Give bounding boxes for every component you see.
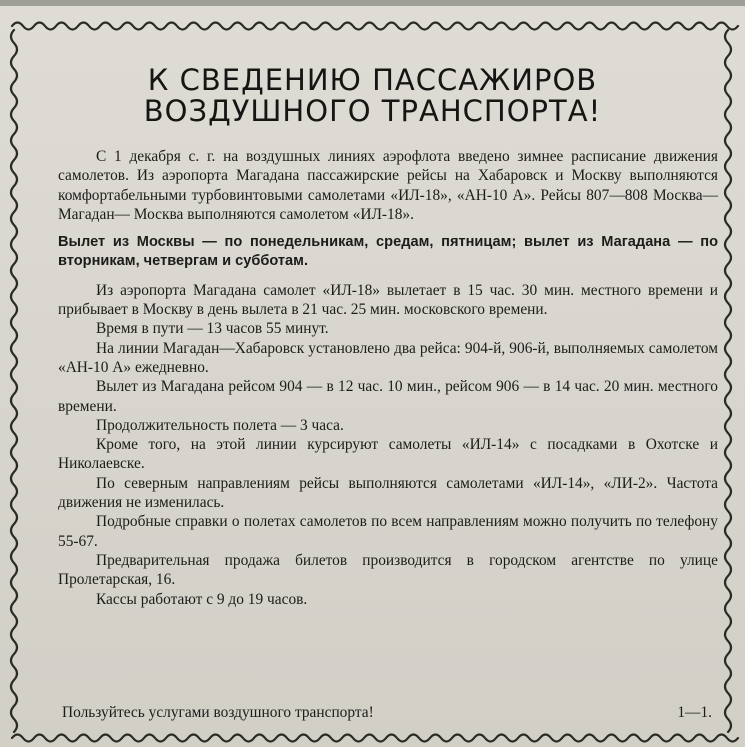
- paragraph-northern-routes: По северным направлениям рейсы выполняются самолетами «ИЛ-14», «ЛИ-2». Частота движения не изменилась.: [58, 474, 718, 512]
- paragraph-schedule-intro: С 1 декабря с. г. на воздушных линиях аэрофлота введено зимнее расписание движения самолетов. Из аэропорта Магадана пассажирские рейсы на Хабаровск и Москву выполняются комфортабельными турбовинтовыми самолетами «ИЛ-18», «АН-10 А». Рейсы 807—808 Москва—Магадан— Москва выполняются самолетом «ИЛ-18».: [58, 148, 718, 223]
- paragraph-khabarovsk-flights: На линии Магадан—Хабаровск установлено два рейса: 904-й, 906-й, выполняемых самолетом «АН-10 А» ежедневно.: [58, 339, 718, 376]
- paragraph-flight-duration: Продолжительность полета — 3 часа.: [96, 416, 344, 434]
- paragraph-magadan-departures: Вылет из Магадана рейсом 904 — в 12 час. 10 мин., рейсом 906 — в 14 час. 20 мин. местного времени.: [58, 378, 718, 415]
- border-top: [12, 23, 738, 30]
- top-edge-strip: [0, 0, 745, 6]
- paragraph-ticket-sales: Предварительная продажа билетов производится в городском агентстве по улице Пролетарская, 16.: [58, 551, 718, 589]
- headline-line-2: ВОЗДУШНОГО ТРАНСПОРТА!: [143, 94, 602, 128]
- notice-body: [58, 147, 718, 609]
- footer-slogan: Пользуйтесь услугами воздушного транспорта!: [62, 704, 374, 721]
- paragraph-cashier-hours: Кассы работают с 9 до 19 часов.: [96, 590, 308, 608]
- paragraph-phone-info: Подробные справки о полетах самолетов по всем направлениям можно получить по телефону 55-67.: [58, 513, 718, 550]
- paragraph-il14-stops: Кроме того, на этой линии курсируют самолеты «ИЛ-14» с посадками в Охотске и Николаевске.: [58, 436, 718, 473]
- headline-line-1: К СВЕДЕНИЮ ПАССАЖИРОВ: [147, 63, 598, 97]
- border-bottom: [12, 735, 738, 742]
- border-left: [11, 30, 17, 732]
- border-right: [725, 30, 731, 732]
- footer-code: 1—1.: [677, 704, 712, 721]
- paragraph-travel-time: Время в пути — 13 часов 55 минут.: [96, 320, 329, 338]
- paragraph-il18-times: Из аэропорта Магадана самолет «ИЛ-18» вылетает в 15 час. 30 мин. местного времени и прибывает в Москву в день вылета в 21 час. 25 мин. московского времени.: [58, 281, 718, 319]
- paragraph-departure-days: Вылет из Москвы — по понедельникам, средам, пятницам; вылет из Магадана — по вторникам, четвергам и субботам.: [58, 234, 718, 270]
